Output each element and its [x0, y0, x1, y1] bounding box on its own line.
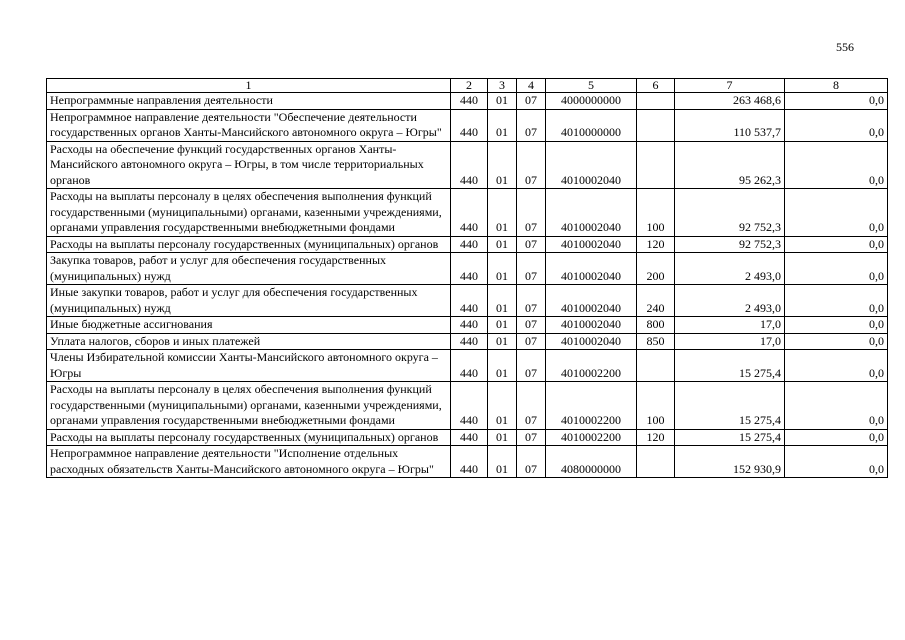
code-target-cell: 4000000000	[546, 93, 637, 110]
code-section-cell: 01	[488, 446, 517, 478]
code-admin-cell: 440	[451, 446, 488, 478]
amount-cell: 2 493,0	[675, 253, 785, 285]
code-expense-type-cell	[637, 350, 675, 382]
code-expense-type-cell: 100	[637, 189, 675, 237]
code-target-cell: 4010002040	[546, 236, 637, 253]
code-target-cell: 4010002200	[546, 382, 637, 430]
code-subsection-cell: 07	[517, 446, 546, 478]
code-admin-cell: 440	[451, 317, 488, 334]
amount-cell: 152 930,9	[675, 446, 785, 478]
item-name-cell: Непрограммное направление деятельности "Исполнение отдельных расходных обязательств Ханты-Мансийского автономного округа – Югры"	[47, 446, 451, 478]
table-row	[47, 93, 888, 110]
amount-secondary-cell: 0,0	[785, 189, 888, 237]
table-row	[47, 350, 888, 382]
code-target-cell: 4080000000	[546, 446, 637, 478]
amount-cell: 110 537,7	[675, 109, 785, 141]
code-subsection-cell: 07	[517, 93, 546, 110]
amount-secondary-cell: 0,0	[785, 285, 888, 317]
item-name-cell: Расходы на выплаты персоналу в целях обеспечения выполнения функций государственными (муниципальными) органами, казенными учреждениями, органами управления государственными внебюджетными фондами	[47, 189, 451, 237]
code-target-cell: 4010002040	[546, 317, 637, 334]
table-row	[47, 333, 888, 350]
table-row	[47, 429, 888, 446]
table-row	[47, 285, 888, 317]
code-section-cell: 01	[488, 285, 517, 317]
code-expense-type-cell: 100	[637, 382, 675, 430]
header-cell: 5	[546, 79, 637, 93]
code-target-cell: 4010002040	[546, 189, 637, 237]
item-name-cell: Члены Избирательной комиссии Ханты-Мансийского автономного округа – Югры	[47, 350, 451, 382]
header-cell: 3	[488, 79, 517, 93]
table-row	[47, 141, 888, 189]
code-target-cell: 4010000000	[546, 109, 637, 141]
code-admin-cell: 440	[451, 109, 488, 141]
code-subsection-cell: 07	[517, 189, 546, 237]
code-target-cell: 4010002040	[546, 141, 637, 189]
code-admin-cell: 440	[451, 350, 488, 382]
table-row	[47, 109, 888, 141]
code-admin-cell: 440	[451, 429, 488, 446]
code-expense-type-cell: 120	[637, 429, 675, 446]
amount-secondary-cell: 0,0	[785, 333, 888, 350]
code-subsection-cell: 07	[517, 285, 546, 317]
amount-secondary-cell: 0,0	[785, 141, 888, 189]
amount-secondary-cell: 0,0	[785, 446, 888, 478]
code-subsection-cell: 07	[517, 253, 546, 285]
code-section-cell: 01	[488, 350, 517, 382]
code-expense-type-cell: 240	[637, 285, 675, 317]
code-target-cell: 4010002040	[546, 285, 637, 317]
code-section-cell: 01	[488, 109, 517, 141]
amount-cell: 17,0	[675, 317, 785, 334]
code-expense-type-cell: 800	[637, 317, 675, 334]
table-row	[47, 189, 888, 237]
code-section-cell: 01	[488, 141, 517, 189]
code-section-cell: 01	[488, 333, 517, 350]
code-section-cell: 01	[488, 253, 517, 285]
code-section-cell: 01	[488, 236, 517, 253]
code-target-cell: 4010002040	[546, 253, 637, 285]
code-target-cell: 4010002040	[546, 333, 637, 350]
item-name-cell: Расходы на выплаты персоналу государственных (муниципальных) органов	[47, 429, 451, 446]
amount-secondary-cell: 0,0	[785, 253, 888, 285]
amount-cell: 92 752,3	[675, 236, 785, 253]
code-subsection-cell: 07	[517, 317, 546, 334]
item-name-cell: Расходы на выплаты персоналу в целях обеспечения выполнения функций государственными (муниципальными) органами, казенными учреждениями, органами управления государственными внебюджетными фондами	[47, 382, 451, 430]
amount-secondary-cell: 0,0	[785, 350, 888, 382]
budget-table	[46, 78, 888, 478]
table-row	[47, 382, 888, 430]
amount-secondary-cell: 0,0	[785, 382, 888, 430]
code-expense-type-cell: 200	[637, 253, 675, 285]
amount-cell: 17,0	[675, 333, 785, 350]
code-expense-type-cell: 850	[637, 333, 675, 350]
amount-secondary-cell: 0,0	[785, 93, 888, 110]
header-cell: 7	[675, 79, 785, 93]
code-expense-type-cell	[637, 446, 675, 478]
code-subsection-cell: 07	[517, 236, 546, 253]
code-admin-cell: 440	[451, 141, 488, 189]
amount-cell: 92 752,3	[675, 189, 785, 237]
header-cell: 2	[451, 79, 488, 93]
item-name-cell: Иные закупки товаров, работ и услуг для обеспечения государственных (муниципальных) нужд	[47, 285, 451, 317]
code-admin-cell: 440	[451, 333, 488, 350]
code-section-cell: 01	[488, 382, 517, 430]
header-row	[47, 79, 888, 93]
item-name-cell: Расходы на выплаты персоналу государственных (муниципальных) органов	[47, 236, 451, 253]
amount-secondary-cell: 0,0	[785, 429, 888, 446]
amount-cell: 15 275,4	[675, 429, 785, 446]
code-target-cell: 4010002200	[546, 350, 637, 382]
code-admin-cell: 440	[451, 189, 488, 237]
code-subsection-cell: 07	[517, 141, 546, 189]
amount-cell: 15 275,4	[675, 350, 785, 382]
amount-secondary-cell: 0,0	[785, 109, 888, 141]
table-row	[47, 253, 888, 285]
code-admin-cell: 440	[451, 285, 488, 317]
item-name-cell: Непрограммное направление деятельности "Обеспечение деятельности государственных органов Ханты-Мансийского автономного округа – Югры"	[47, 109, 451, 141]
code-subsection-cell: 07	[517, 109, 546, 141]
table-row	[47, 446, 888, 478]
code-subsection-cell: 07	[517, 333, 546, 350]
item-name-cell: Иные бюджетные ассигнования	[47, 317, 451, 334]
code-admin-cell: 440	[451, 236, 488, 253]
code-expense-type-cell: 120	[637, 236, 675, 253]
code-section-cell: 01	[488, 429, 517, 446]
code-admin-cell: 440	[451, 382, 488, 430]
amount-secondary-cell: 0,0	[785, 317, 888, 334]
item-name-cell: Непрограммные направления деятельности	[47, 93, 451, 110]
code-section-cell: 01	[488, 189, 517, 237]
header-cell: 1	[47, 79, 451, 93]
header-cell: 8	[785, 79, 888, 93]
code-expense-type-cell	[637, 93, 675, 110]
item-name-cell: Уплата налогов, сборов и иных платежей	[47, 333, 451, 350]
page-number: 556	[836, 40, 854, 54]
code-admin-cell: 440	[451, 93, 488, 110]
amount-cell: 263 468,6	[675, 93, 785, 110]
item-name-cell: Расходы на обеспечение функций государственных органов Ханты-Мансийского автономного округа – Югры, в том числе территориальных органов	[47, 141, 451, 189]
code-expense-type-cell	[637, 141, 675, 189]
table-row	[47, 317, 888, 334]
amount-cell: 2 493,0	[675, 285, 785, 317]
header-cell: 4	[517, 79, 546, 93]
code-section-cell: 01	[488, 317, 517, 334]
code-admin-cell: 440	[451, 253, 488, 285]
item-name-cell: Закупка товаров, работ и услуг для обеспечения государственных (муниципальных) нужд	[47, 253, 451, 285]
code-target-cell: 4010002200	[546, 429, 637, 446]
code-subsection-cell: 07	[517, 350, 546, 382]
amount-secondary-cell: 0,0	[785, 236, 888, 253]
code-subsection-cell: 07	[517, 382, 546, 430]
amount-cell: 95 262,3	[675, 141, 785, 189]
code-subsection-cell: 07	[517, 429, 546, 446]
code-section-cell: 01	[488, 93, 517, 110]
amount-cell: 15 275,4	[675, 382, 785, 430]
header-cell: 6	[637, 79, 675, 93]
table-row	[47, 236, 888, 253]
code-expense-type-cell	[637, 109, 675, 141]
